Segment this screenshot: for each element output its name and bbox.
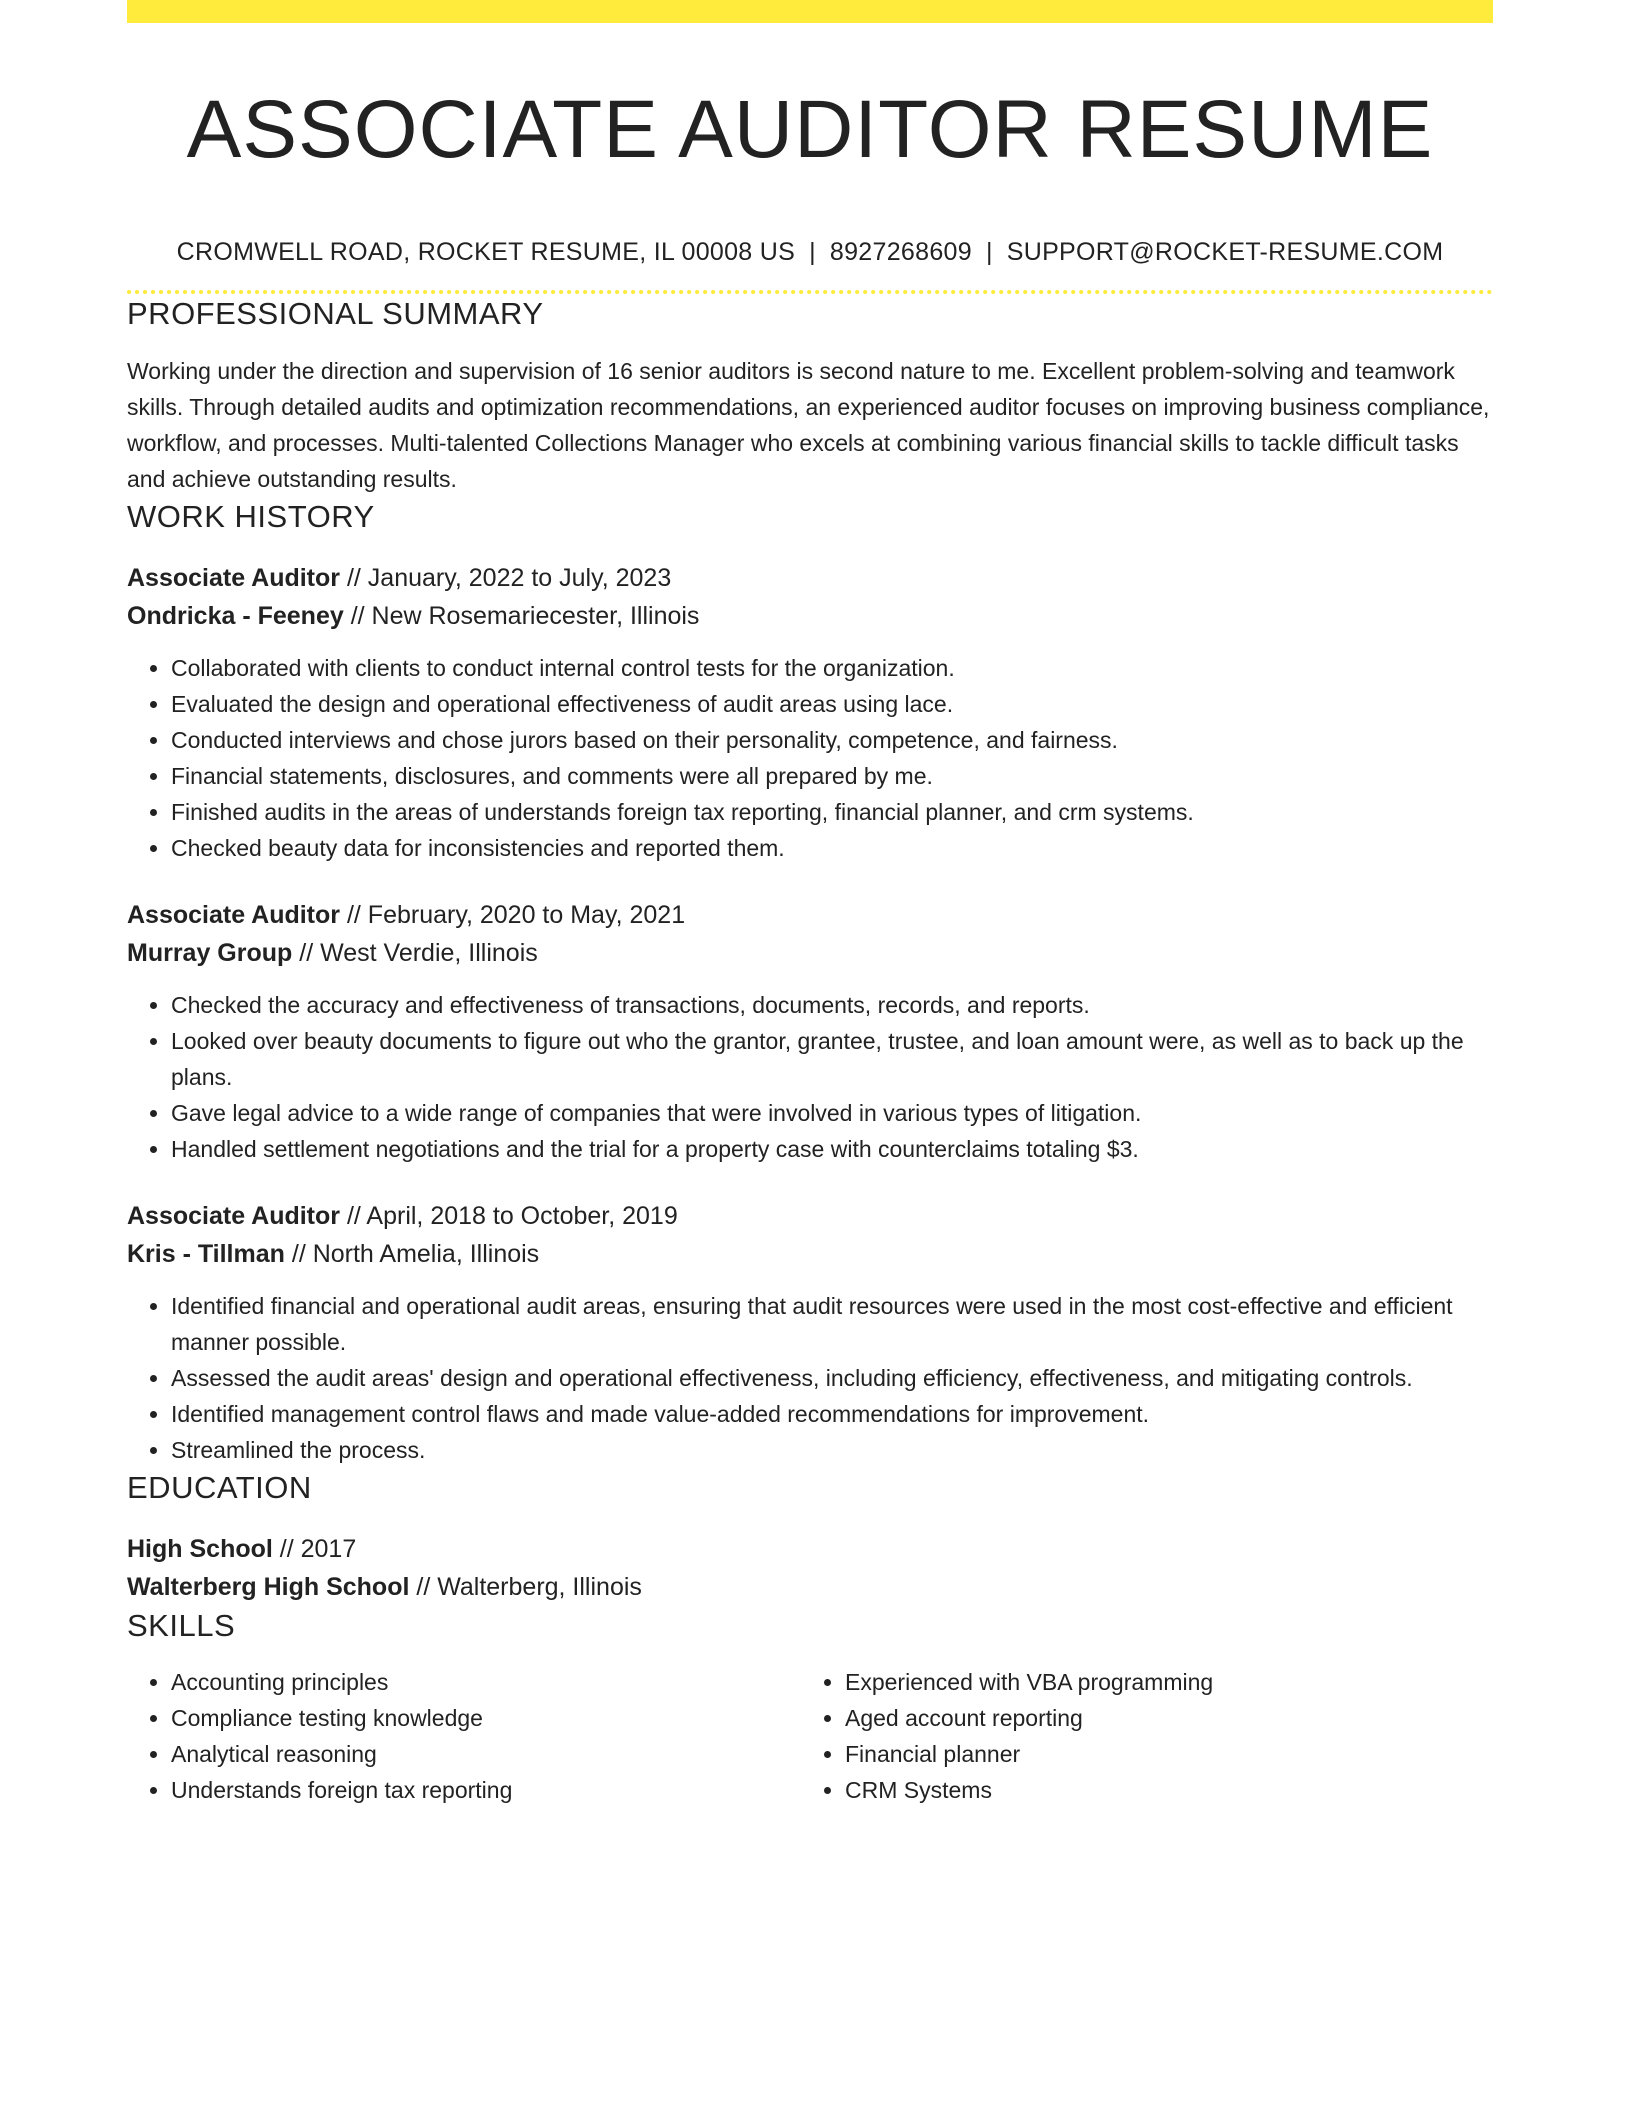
contact-separator: | <box>809 238 816 266</box>
education-year: // 2017 <box>272 1535 357 1563</box>
job-location: // New Rosemariecester, Illinois <box>343 602 700 630</box>
job-entry <box>127 1197 1493 1468</box>
job-company: Murray Group <box>127 939 293 967</box>
job-bullet: • Checked the accuracy and effectiveness of transactions, documents, records, and reports. <box>171 987 1493 1023</box>
education-entry <box>127 1530 1493 1606</box>
work-history-heading: WORK HISTORY <box>127 499 375 534</box>
skills-grid <box>127 1664 1493 1808</box>
summary-heading: PROFESSIONAL SUMMARY <box>127 296 544 331</box>
job-bullet: • Gave legal advice to a wide range of companies that were involved in various types of litigation. <box>171 1095 1493 1131</box>
education-degree: High School <box>127 1535 273 1563</box>
skill-item: • Understands foreign tax reporting <box>171 1772 801 1808</box>
job-company-line <box>127 1235 1493 1273</box>
job-bullet: • Assessed the audit areas' design and operational effectiveness, including efficiency, effectiveness, and mitigating controls. <box>171 1360 1493 1396</box>
job-dates: // February, 2020 to May, 2021 <box>340 901 686 929</box>
contact-address: CROMWELL ROAD, ROCKET RESUME, IL 00008 US <box>176 238 796 266</box>
job-title-line <box>127 1197 1493 1235</box>
job-company: Ondricka - Feeney <box>127 602 344 630</box>
job-bullet: • Conducted interviews and chose jurors based on their personality, competence, and fairness. <box>171 722 1493 758</box>
job-bullet: • Looked over beauty documents to figure out who the grantor, grantee, trustee, and loan amount were, as well as to back up the plans. <box>171 1023 1493 1095</box>
job-location: // North Amelia, Illinois <box>284 1240 540 1268</box>
job-title-line <box>127 896 1493 934</box>
job-bullet: • Handled settlement negotiations and the trial for a property case with counterclaims totaling $3. <box>171 1131 1493 1167</box>
job-bullet: • Financial statements, disclosures, and comments were all prepared by me. <box>171 758 1493 794</box>
skill-item: • Aged account reporting <box>845 1700 1475 1736</box>
skill-item: • Experienced with VBA programming <box>845 1664 1475 1700</box>
skill-item: • Compliance testing knowledge <box>171 1700 801 1736</box>
job-company-line <box>127 597 1493 635</box>
contact-separator: | <box>985 238 993 266</box>
job-bullet: • Identified financial and operational audit areas, ensuring that audit resources were used in the most cost-effective and efficient manner possible. <box>171 1288 1493 1360</box>
job-bullet: • Identified management control flaws and made value-added recommendations for improvement. <box>171 1396 1493 1432</box>
job-bullet: • Streamlined the process. <box>171 1432 1493 1468</box>
job-title: Associate Auditor <box>127 564 341 592</box>
job-entry <box>127 896 1493 1167</box>
summary-text: Working under the direction and supervision of 16 senior auditors is second nature to me. Excellent problem-solving and teamwork skills. Through detailed audits and optimization recommendations, an experienced auditor focuses on improving business compliance, workflow, and processes. Multi-talented Collections Manager who excels at combining various financial skills to tackle difficult tasks and achieve outstanding results. <box>127 358 1490 492</box>
education-degree-line <box>127 1530 1493 1568</box>
job-bullets <box>127 987 1493 1167</box>
skill-item: • Accounting principles <box>171 1664 801 1700</box>
resume-title: ASSOCIATE AUDITOR RESUME <box>186 84 1434 175</box>
job-entry <box>127 559 1493 866</box>
job-bullets <box>127 1288 1493 1468</box>
skills-column-left <box>127 1664 801 1808</box>
job-bullet: • Checked beauty data for inconsistencies and reported them. <box>171 830 1493 866</box>
job-company-line <box>127 934 1493 972</box>
job-bullets <box>127 650 1493 866</box>
skill-item: • Financial planner <box>845 1736 1475 1772</box>
job-title-line <box>127 559 1493 597</box>
job-location: // West Verdie, Illinois <box>292 939 538 967</box>
job-dates: // April, 2018 to October, 2019 <box>340 1202 678 1230</box>
job-company: Kris - Tillman <box>127 1240 285 1268</box>
education-heading: EDUCATION <box>127 1470 312 1505</box>
education-school: Walterberg High School <box>127 1573 410 1601</box>
skills-heading: SKILLS <box>127 1608 236 1643</box>
job-bullet: • Evaluated the design and operational effectiveness of audit areas using lace. <box>171 686 1493 722</box>
skill-item: • CRM Systems <box>845 1772 1475 1808</box>
job-bullet: • Finished audits in the areas of understands foreign tax reporting, financial planner, and crm systems. <box>171 794 1493 830</box>
contact-phone: 8927268609 <box>829 238 972 266</box>
skills-column-right <box>801 1664 1475 1808</box>
job-title: Associate Auditor <box>127 1202 341 1230</box>
skill-item: • Analytical reasoning <box>171 1736 801 1772</box>
job-dates: // January, 2022 to July, 2023 <box>340 564 672 592</box>
education-school-line <box>127 1568 1493 1606</box>
contact-line <box>127 236 1493 268</box>
job-bullet: • Collaborated with clients to conduct internal control tests for the organization. <box>171 650 1493 686</box>
job-title: Associate Auditor <box>127 901 341 929</box>
resume-content <box>127 0 1493 1808</box>
contact-email: SUPPORT@ROCKET-RESUME.COM <box>1006 238 1444 266</box>
education-location: // Walterberg, Illinois <box>409 1573 642 1601</box>
